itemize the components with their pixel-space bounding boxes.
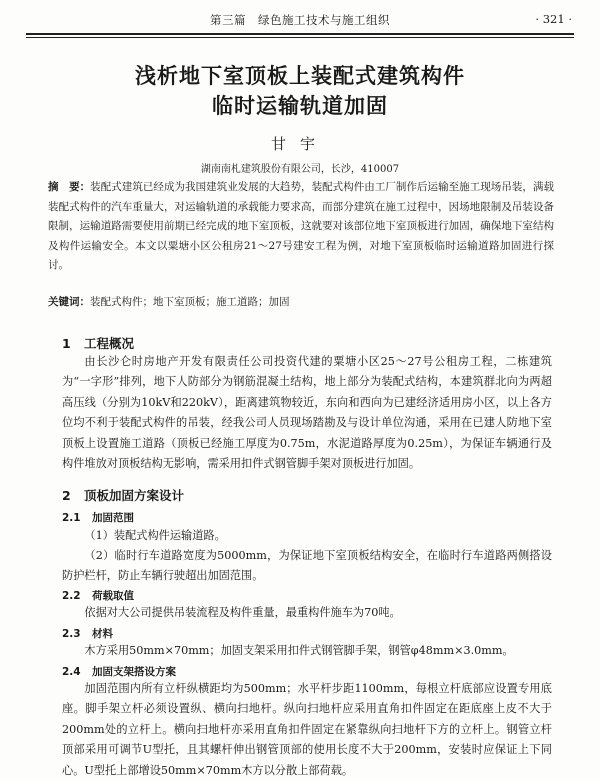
section-2-4-heading (62, 664, 176, 679)
abstract-label: 摘 要： (48, 181, 91, 193)
section-2-3-number: 2.3 (62, 628, 81, 640)
section-2-3-body: 木方采用50mm×70mm；加固支架采用扣件式钢管脚手架，钢管φ48mm×3.0mm。 (84, 644, 514, 657)
section-2-title: 顶板加固方案设计 (84, 488, 185, 503)
running-header (0, 12, 600, 30)
section-2-3-heading (62, 626, 113, 641)
section-2-number: 2 (62, 488, 71, 503)
section-1-heading (62, 334, 134, 352)
author: 甘宇 (270, 135, 329, 153)
section-2-heading (62, 486, 184, 504)
section-2-1-item-1: （1）装配式构件运输道路。 (84, 529, 226, 542)
section-1-number: 1 (62, 336, 71, 351)
keywords-text: 装配式构件；地下室顶板；施工道路；加固 (90, 296, 290, 308)
section-2-4-title: 加固支架搭设方案 (92, 666, 176, 678)
page-number: · 321 · (535, 12, 572, 26)
keywords (48, 293, 554, 313)
section-2-3-title: 材料 (92, 628, 113, 640)
section-1-title: 工程概况 (84, 336, 135, 351)
article-title-line2: 临时运输轨道加固 (212, 94, 388, 118)
abstract (48, 178, 554, 276)
chapter-title: 第三篇 绿色施工技术与施工组织 (210, 13, 390, 27)
section-2-2-title: 荷载取值 (92, 590, 134, 602)
section-2-2-number: 2.2 (62, 590, 81, 602)
keywords-label: 关键词： (48, 296, 90, 308)
section-2-1-title: 加固范围 (92, 512, 134, 524)
section-2-2-body: 依据对大公司提供吊装流程及构件重量，最重构件施车为70吨。 (84, 606, 401, 619)
section-1-body: 由长沙仑时房地产开发有限责任公司投资代建的粟塘小区25～27号公租房工程，二栋建筑为“一字形”排列，地下人防部分为钢筋混凝土结构，地上部分为装配式结构，本建筑群北向为两超高压线（分别为10kV和220kV），距离建筑物较近，东向和西向为已建经济适用房小区，以上各方位均不利于装配式构件的吊装，经我公司人员现场踏勘及与设计单位沟通，采用在已建人防地下室顶板上设置施工道路（顶板已经施工厚度为0.75m，水泥道路厚度为0.25m），为保证车辆通行及构件堆放对顶板结构无影响，需采用扣件式钢管脚手架对顶板进行加固。 (62, 355, 552, 471)
section-2-4-number: 2.4 (62, 666, 81, 678)
section-2-4-body: 加固范围内所有立杆纵横距均为500mm；水平杆步距1100mm，每根立杆底部应设置专用底座。脚手架立杆必须设置纵、横向扫地杆。纵向扫地杆应采用直角扣件固定在距底座上皮不大于200mm处的立杆上。横向扫地杆亦采用直角扣件固定在紧靠纵向扫地杆下方的立杆上。钢管立杆顶部采用可调节U型托，且其螺杆伸出钢管顶部的使用长度不大于200mm，安装时应保证上下同心。U型托上部增设50mm×70mm木方以分散上部荷载。 (62, 682, 552, 777)
abstract-text: 装配式建筑已经成为我国建筑业发展的大趋势，装配式构件由工厂制作后运输至施工现场吊装，满载装配式构件的汽车重量大，对运输轨道的承载能力要求高，而部分建筑在施工过程中，因场地限制及吊装设备限制，运输道路需要使用前期已经完成的地下室顶板，这就要对该部位地下室顶板进行加固，确保地下室结构及构件运输安全。本文以粟塘小区公租房21～27号建安工程为例，对地下室顶板临时运输道路加固进行探讨。 (48, 181, 554, 271)
article-title-line1: 浅析地下室顶板上装配式建筑构件 (135, 64, 465, 88)
section-2-1-item-2: （2）临时行车道路宽度为5000mm，为保证地下室顶板结构安全，在临时行车道路两侧搭设防护栏杆，防止车辆行驶超出加固范围。 (62, 549, 552, 583)
section-2-2-heading (62, 588, 134, 603)
header-rule-thin (26, 37, 574, 38)
section-2-1-heading (62, 510, 134, 525)
section-2-1-number: 2.1 (62, 512, 81, 524)
affiliation: 湖南南札建筑股份有限公司，长沙，410007 (200, 164, 400, 175)
header-rule-thick (26, 33, 574, 35)
